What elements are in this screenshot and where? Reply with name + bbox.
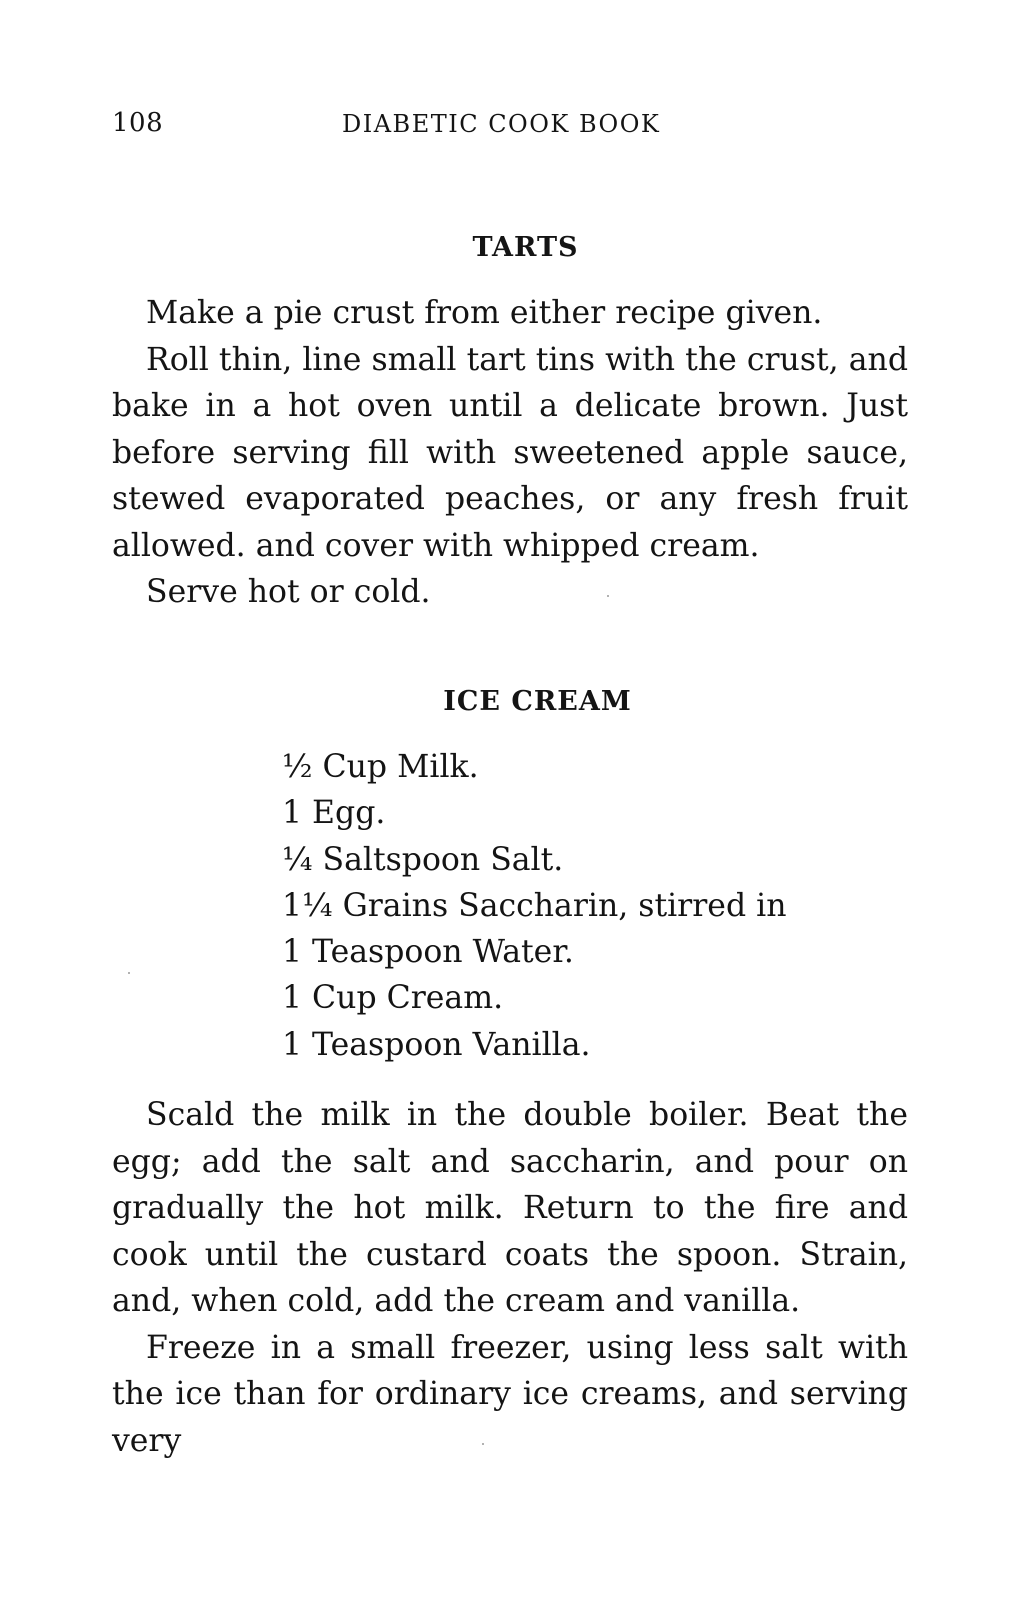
ice-cream-heading: ICE CREAM [443, 686, 632, 717]
paper-speck [482, 1443, 484, 1445]
ice-cream-ingredients [282, 744, 902, 1068]
ingredient-item: 1 Egg. [282, 795, 386, 832]
ingredient-item: 1 Teaspoon Vanilla. [282, 1026, 591, 1063]
ingredient-item: 1 Cup Cream. [282, 980, 504, 1017]
ingredient-item: ½ Cup Milk. [282, 749, 479, 785]
tarts-paragraph: Make a pie crust from either recipe given. [146, 295, 823, 331]
ice-cream-instructions [112, 1092, 908, 1464]
tarts-heading: TARTS [472, 232, 579, 263]
tarts-instructions [112, 290, 908, 616]
tarts-paragraph: Serve hot or cold. [146, 574, 431, 610]
ingredient-item: 1 Teaspoon Water. [282, 934, 574, 971]
paper-speck [607, 595, 609, 597]
tarts-paragraph: Roll thin, line small tart tins with the crust, and bake in a hot oven until a delicate brown. Just before serving fill with sweetened apple sauce, stewed evaporated peaches, or any fresh fruit allowed. and cover with whipped cream. [112, 341, 908, 564]
book-title: DIABETIC COOK BOOK [342, 110, 661, 138]
page-number: 108 [112, 108, 164, 138]
paper-speck [128, 972, 130, 974]
running-head [112, 108, 912, 148]
ingredient-item: ¼ Saltspoon Salt. [282, 841, 564, 878]
ice-cream-paragraph: Freeze in a small freezer, using less salt with the ice than for ordinary ice creams, and serving very [112, 1329, 908, 1459]
ingredient-item: 1¼ Grains Saccharin, stirred in [282, 887, 787, 924]
ice-cream-paragraph: Scald the milk in the double boiler. Beat the egg; add the salt and saccharin, and pour on gradually the hot milk. Return to the fire and cook until the custard coats the spoon. Strain, and, when cold, add the cream and vanilla. [112, 1097, 908, 1319]
